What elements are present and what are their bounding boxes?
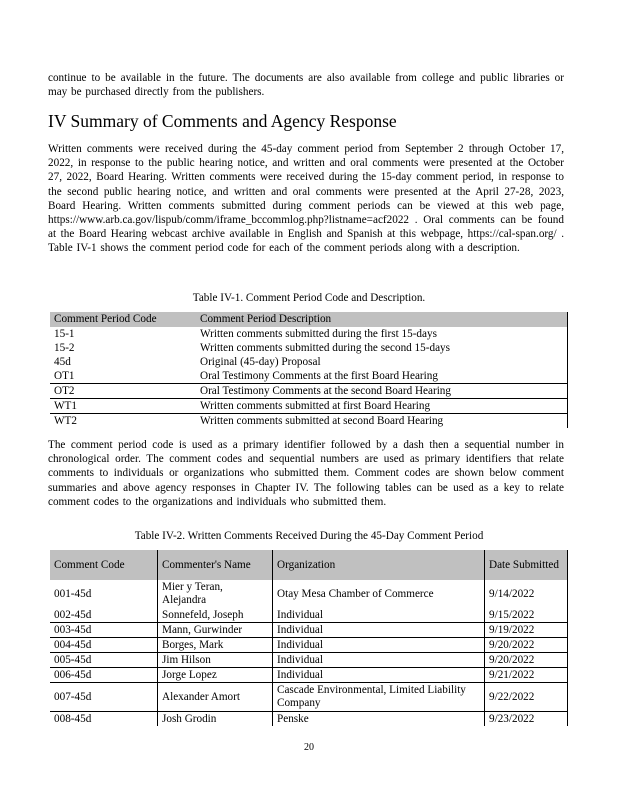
column-header: Commenter's Name (158, 550, 273, 580)
commenter-name: Josh Grodin (158, 712, 273, 727)
table-row (50, 683, 568, 712)
period-code: WT2 (50, 414, 196, 429)
table-row (50, 414, 568, 429)
comment-code: 005-45d (50, 653, 158, 668)
column-header: Comment Period Description (196, 312, 568, 327)
period-code: OT2 (50, 384, 196, 399)
table-row (50, 327, 568, 341)
organization: Cascade Environmental, Limited Liability Company (273, 683, 485, 712)
period-description: Oral Testimony Comments at the first Board Hearing (196, 369, 568, 384)
period-code: 15-2 (54, 341, 75, 354)
organization: Individual (273, 638, 485, 653)
table2-caption: Table IV-2. Written Comments Received During the 45-Day Comment Period (134, 530, 484, 542)
organization: Penske (273, 712, 485, 727)
table-row (50, 384, 568, 399)
comment-code: 002-45d (54, 608, 92, 621)
period-description: Written comments submitted at first Board Hearing (196, 399, 568, 414)
table-header-row (50, 550, 568, 580)
date-submitted: 9/23/2022 (485, 712, 568, 727)
page-number: 20 (304, 742, 314, 753)
commenter-name: Mier y Teran, Alejandra (158, 580, 273, 608)
table-row (50, 623, 568, 638)
period-code: WT1 (50, 399, 196, 414)
comment-code: 003-45d (50, 623, 158, 638)
commenter-name: Jim Hilson (158, 653, 273, 668)
period-code: OT1 (54, 369, 75, 382)
organization: Individual (273, 623, 485, 638)
table-row (50, 399, 568, 414)
date-submitted: 9/22/2022 (485, 683, 568, 712)
commenter-name: Alexander Amort (158, 683, 273, 712)
comment-periods-paragraph: Written comments were received during the 45-day comment period from September 2 through October 17, 2022, in response to the public hearing notice, and written and oral comments were presented at the October 27, 2022, Board Hearing. Written comments were received during the 15-day comment period, in response to the second public hearing notice, and written and oral comments were presented at the April 27-28, 2023, Board Hearing. Written comments submitted during comment periods can be viewed at this web page, https://www.arb.ca.gov/lispub/comm/iframe_bccommlog.php?listname=acf2022 . Oral comments can be found at the Board Hearing webcast archive available in English and Spanish at this webpage, https://cal-span.org/ . Table IV-1 shows the comment period code for each of the comment periods along with a description. (48, 143, 564, 255)
comment-code: 008-45d (50, 712, 158, 727)
period-code: 15-1 (54, 327, 75, 340)
table-row (50, 341, 568, 355)
table-row (50, 369, 568, 384)
table-row (50, 712, 568, 727)
table-row (50, 668, 568, 683)
date-submitted: 9/14/2022 (485, 580, 568, 608)
column-header: Date Submitted (485, 550, 568, 580)
table-row (50, 355, 568, 369)
commenter-name: Sonnefeld, Joseph (158, 608, 273, 623)
table-row (50, 638, 568, 653)
organization: Individual (273, 668, 485, 683)
commenter-name: Borges, Mark (158, 638, 273, 653)
comment-code: 007-45d (50, 683, 158, 712)
date-submitted: 9/20/2022 (485, 638, 568, 653)
comment-code: 001-45d (54, 587, 92, 600)
period-code: 45d (54, 355, 71, 368)
organization: Individual (273, 608, 485, 623)
comment-code: 006-45d (50, 668, 158, 683)
table-row (50, 580, 568, 608)
comment-code: 004-45d (50, 638, 158, 653)
commenter-name: Mann, Gurwinder (158, 623, 273, 638)
date-submitted: 9/15/2022 (485, 608, 568, 623)
period-description: Written comments submitted during the second 15-days (196, 341, 568, 355)
comment-period-code-table (50, 312, 568, 428)
period-description: Oral Testimony Comments at the second Board Hearing (196, 384, 568, 399)
table-row (50, 608, 568, 623)
organization: Otay Mesa Chamber of Commerce (273, 580, 485, 608)
column-header: Comment Code (50, 550, 158, 580)
section-heading: IV Summary of Comments and Agency Response (48, 111, 397, 131)
date-submitted: 9/20/2022 (485, 653, 568, 668)
period-description: Written comments submitted during the first 15-days (196, 327, 568, 341)
date-submitted: 9/21/2022 (485, 668, 568, 683)
organization: Individual (273, 653, 485, 668)
commenter-name: Jorge Lopez (158, 668, 273, 683)
table-header-row (50, 312, 568, 327)
period-description: Written comments submitted at second Board Hearing (196, 414, 568, 429)
table1-caption: Table IV-1. Comment Period Code and Description. (192, 292, 426, 304)
table-row (50, 653, 568, 668)
column-header: Comment Period Code (50, 312, 196, 327)
column-header: Organization (273, 550, 485, 580)
written-comments-table (50, 550, 568, 726)
period-description: Original (45-day) Proposal (196, 355, 568, 369)
intro-paragraph: continue to be available in the future. The documents are also available from college and public libraries or may be purchased directly from the publishers. (48, 72, 564, 99)
comment-code-paragraph: The comment period code is used as a primary identifier followed by a dash then a sequential number in chronological order. The comment codes and sequential numbers are used as primary identifiers that relate comments to individuals or organizations who submitted them. Comment codes are shown below comment summaries and above agency responses in Chapter IV. The following tables can be used as a key to relate comment codes to the organizations and individuals who submitted them. (48, 439, 564, 508)
date-submitted: 9/19/2022 (485, 623, 568, 638)
